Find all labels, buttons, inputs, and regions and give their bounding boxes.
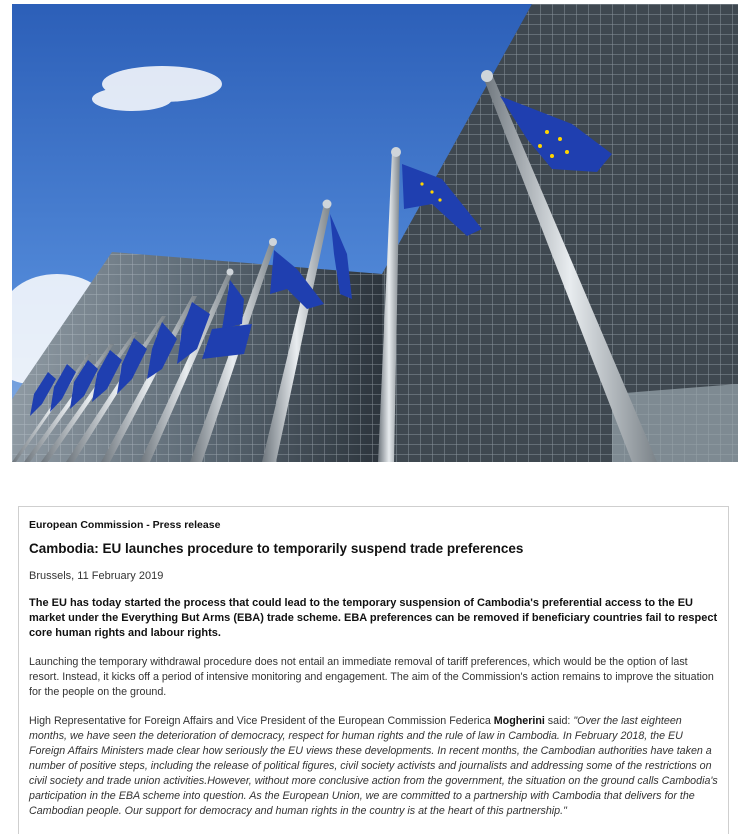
quote-text: "Over the last eighteen months, we have seen the deterioration of democracy, respect for human rights and the rule of law in Cambodia. In February 2018, the EU Foreign Affairs Ministers made clear how seriously the EU views these developments. In recent months, the Cambodian authorities have taken a number of positive steps, including the release of political figures, civil society activists and journalists and addressing some of the restrictions on civil society and trade union activities.However, without more conclusive action from the government, the situation on the ground calls Cambodia's participation in the EBA scheme into question. As the European Union, we are committed to a partnership with Cambodia that delivers for the Cambodian people. Our support for democracy and human rights in the country is at the heart of this partnership." bbox=[29, 715, 718, 817]
lead-paragraph: The EU has today started the process that could lead to the temporary suspension of Cambodia's preferential access to the EU market under the Everything But Arms (EBA) trade scheme. EBA preferences can be removed if beneficiary countries fail to respect core human rights and labour rights. bbox=[29, 597, 718, 639]
quote-paragraph bbox=[29, 714, 718, 819]
page-title: Cambodia: EU launches procedure to temporarily suspend trade preferences bbox=[29, 541, 524, 556]
eu-flags-building-image bbox=[12, 4, 738, 462]
dateline: Brussels, 11 February 2019 bbox=[29, 570, 164, 582]
body-paragraph: Launching the temporary withdrawal procedure does not entail an immediate removal of tariff preferences, which would be the option of last resort. Instead, it kicks off a period of intensive monitoring and engagement. The aim of the Commission's action remains to improve the situation for the people on the ground. bbox=[29, 656, 714, 698]
press-release-kicker: European Commission - Press release bbox=[29, 519, 221, 531]
quote-intro: High Representative for Foreign Affairs and Vice President of the European Commission Federica bbox=[29, 715, 494, 727]
press-release bbox=[18, 506, 729, 834]
quote-said: said: bbox=[544, 715, 574, 727]
speaker-name: Mogherini bbox=[493, 715, 545, 727]
header-photo bbox=[12, 4, 738, 462]
